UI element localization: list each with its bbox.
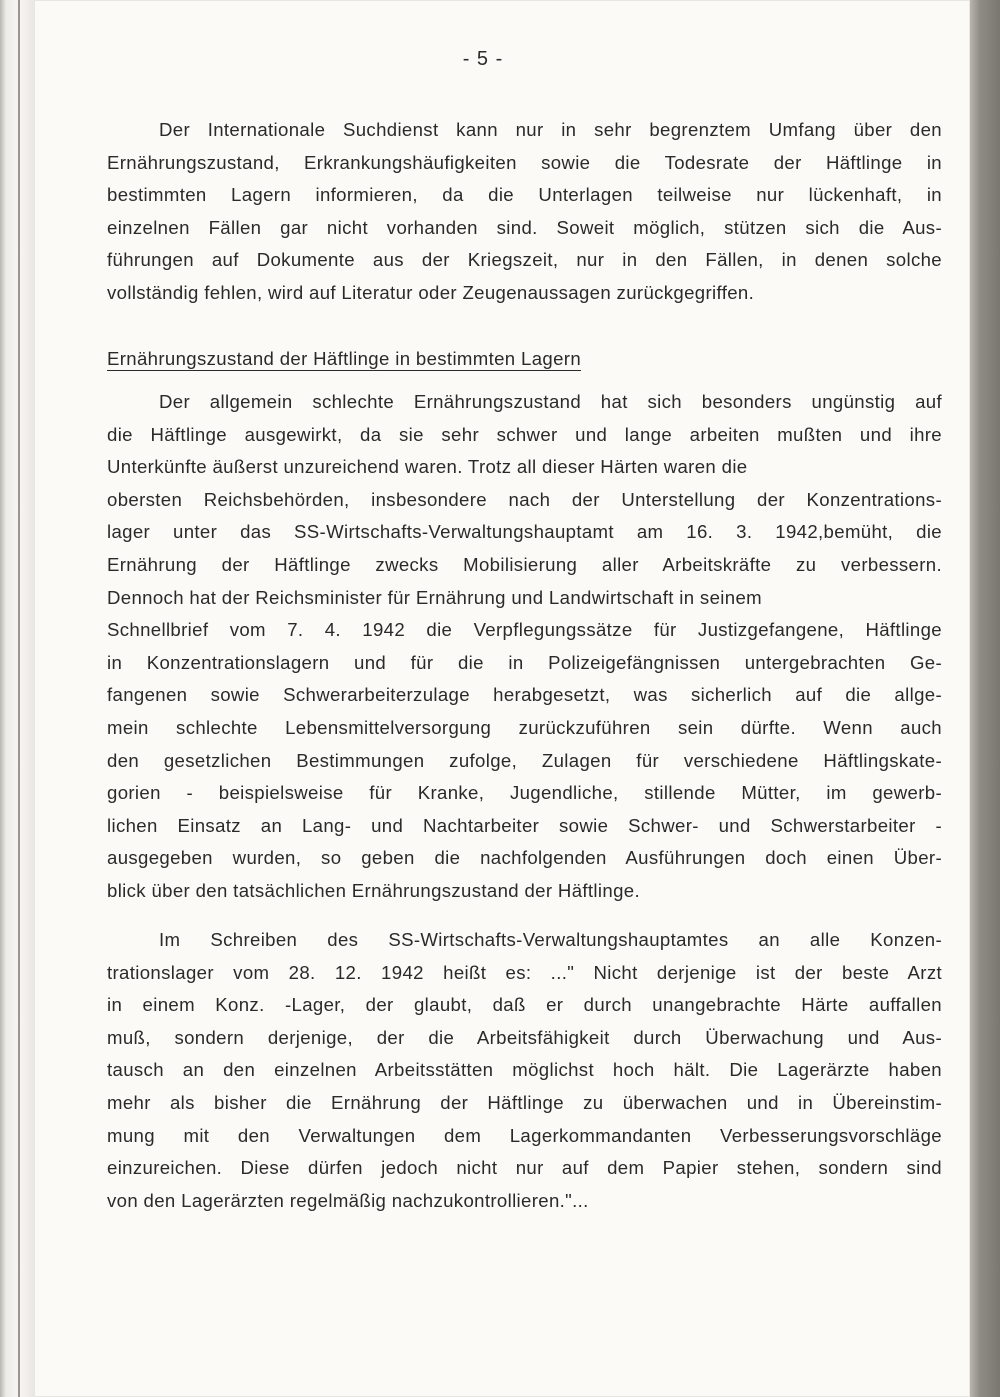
body-line: blick über den tatsächlichen Ernährungszustand der Häftlinge. [107,879,640,901]
body-line: mein schlechte Lebensmittelversorgung zurückzuführen sein dürfte. Wenn auch [107,716,942,738]
quote-line: mung mit den Verwaltungen dem Lagerkommandanten Verbesserungsvorschläge [107,1124,942,1146]
intro-line: bestimmten Lagern informieren, da die Unterlagen teilweise nur lückenhaft, in [107,184,942,206]
quote-line: in einem Konz. -Lager, der glaubt, daß er durch unangebrachte Härte auffallen [107,994,942,1016]
body-line: in Konzentrationslagern und für die in Polizeigefängnissen untergebrachten Ge- [107,651,942,673]
body-line: ausgegeben wurden, so geben die nachfolgenden Ausführungen doch einen Über- [107,847,942,869]
body-line: lichen Einsatz an Lang- und Nachtarbeiter sowie Schwer- und Schwerstarbeiter - [107,814,942,836]
body-line: lager unter das SS-Wirtschafts-Verwaltungshauptamt am 16. 3. 1942,bemüht, die [107,521,942,543]
body-paragraph [107,386,942,908]
page-binding-edge [0,0,34,1397]
quote-line: tausch an den einzelnen Arbeitsstätten möglichst hoch hält. Die Lagerärzte haben [107,1059,942,1081]
body-line: Schnellbrief vom 7. 4. 1942 die Verpflegungssätze für Justizgefangene, Häftlinge [107,619,942,641]
quote-line: einzureichen. Diese dürfen jedoch nicht nur auf dem Papier stehen, sondern sind [107,1157,942,1179]
intro-line: einzelnen Fällen gar nicht vorhanden sind. Soweit möglich, stützen sich die Aus- [107,216,942,238]
page-right-edge [970,0,1000,1397]
body-line: den gesetzlichen Bestimmungen zufolge, Zulagen für verschiedene Häftlingskate- [107,749,942,771]
quote-line: Im Schreiben des SS-Wirtschafts-Verwaltungshauptamtes an alle Konzen- [159,929,942,950]
section-heading: Ernährungszustand der Häftlinge in bestimmten Lagern [107,348,582,369]
body-line: obersten Reichsbehörden, insbesondere nach der Unterstellung der Konzentrations- [107,488,942,510]
intro-line: Der Internationale Suchdienst kann nur in sehr begrenztem Umfang über den [159,119,942,140]
quote-line: mehr als bisher die Ernährung der Häftlinge zu überwachen und in Übereinstim- [107,1091,942,1113]
intro-paragraph [107,114,942,310]
quote-line: trationslager vom 28. 12. 1942 heißt es: ..." Nicht derjenige ist der beste Arzt [107,961,942,983]
body-line: Ernährung der Häftlinge zwecks Mobilisierung aller Arbeitskräfte zu verbessern. [107,553,942,575]
quote-line: muß, sondern derjenige, der die Arbeitsfähigkeit durch Überwachung und Aus- [107,1026,942,1048]
intro-line: führungen auf Dokumente aus der Kriegszeit, nur in den Fällen, in denen solche [107,249,942,271]
body-line: gorien - beispielsweise für Kranke, Jugendliche, stillende Mütter, im gewerb- [107,782,942,804]
page-number: - 5 - [462,48,504,70]
body-line: fangenen sowie Schwerarbeiterzulage herabgesetzt, was sicherlich auf die allge- [107,684,942,706]
body-line: Der allgemein schlechte Ernährungszustand hat sich besonders ungünstig auf [159,391,942,412]
quote-paragraph [107,924,942,1217]
intro-line: vollständig fehlen, wird auf Literatur oder Zeugenaussagen zurückgegriffen. [107,281,755,303]
body-line: die Häftlinge ausgewirkt, da sie sehr schwer und lange arbeiten mußten und ihre [107,423,942,445]
body-line: Unterkünfte äußerst unzureichend waren. Trotz all dieser Härten waren die [107,456,748,478]
body-line: Dennoch hat der Reichsminister für Ernährung und Landwirtschaft in seinem [107,586,762,608]
intro-line: Ernährungszustand, Erkrankungshäufigkeiten sowie die Todesrate der Häftlinge in [107,151,942,173]
quote-line: von den Lagerärzten regelmäßig nachzukontrollieren."... [107,1189,589,1211]
